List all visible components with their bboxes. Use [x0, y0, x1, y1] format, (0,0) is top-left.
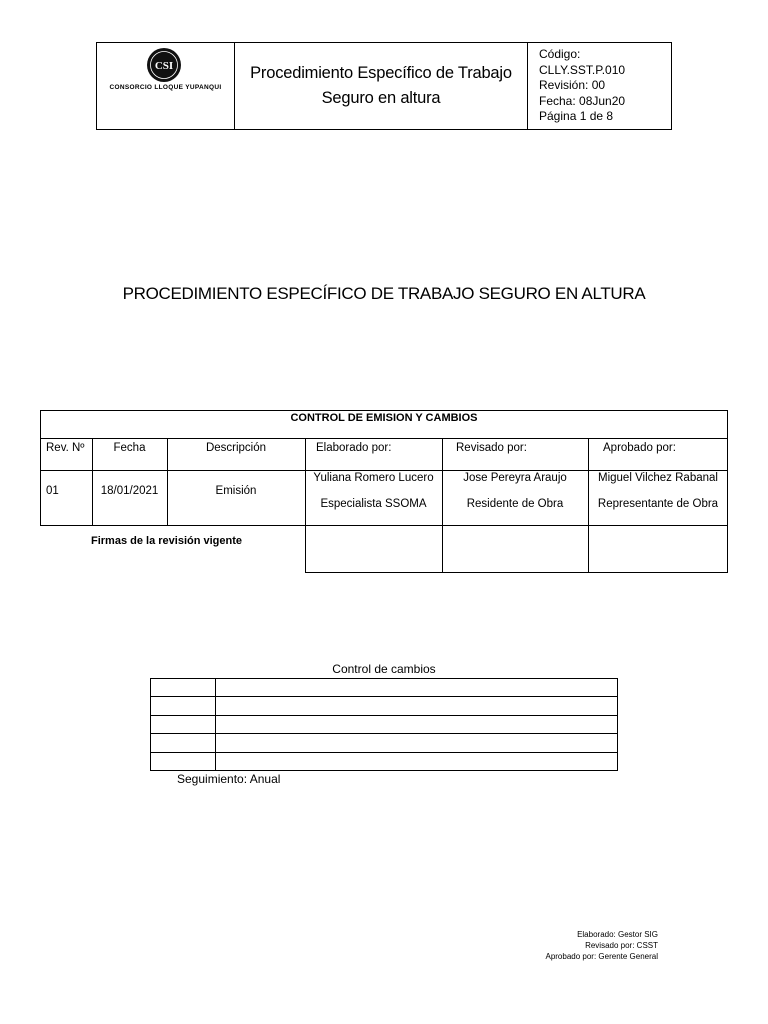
row-aprobado-nombre: Miguel Vilchez Rabanal: [598, 472, 718, 484]
row-rev: 01: [46, 485, 59, 497]
row-revisado-nombre: Jose Pereyra Araujo: [463, 472, 567, 484]
control-table-title: CONTROL DE EMISION Y CAMBIOS: [290, 412, 478, 424]
col-header-fecha: Fecha: [113, 442, 146, 454]
revision: Revisión: 00: [539, 78, 606, 92]
row-descripcion: Emisión: [215, 485, 257, 497]
control-table: [40, 410, 728, 573]
codigo-label: Código:: [539, 47, 581, 61]
fecha: Fecha: 08Jun20: [539, 93, 626, 108]
footer-aprobado: Aprobado por: Gerente General: [545, 952, 658, 961]
codigo-value: CLLY.SST.P.010: [539, 62, 626, 77]
pagina: Página 1 de 8: [539, 109, 614, 123]
col-header-revisado: Revisado por:: [456, 442, 527, 454]
header-title-line2: Seguro en altura: [321, 89, 441, 107]
logo-initials: CSI: [154, 60, 174, 72]
document-header: [96, 42, 672, 130]
main-title: PROCEDIMIENTO ESPECÍFICO DE TRABAJO SEGURO EN ALTURA: [122, 284, 646, 303]
firmas-label: Firmas de la revisión vigente: [91, 535, 243, 547]
row-aprobado-cargo: Representante de Obra: [597, 498, 719, 510]
seguimiento: Seguimiento: Anual: [177, 772, 281, 786]
header-title-cell: [235, 43, 528, 129]
footer-revisado: Revisado por: CSST: [585, 941, 658, 950]
cambios-title: Control de cambios: [332, 662, 436, 676]
col-header-elaborado: Elaborado por:: [316, 442, 392, 454]
footer-elaborado: Elaborado: Gestor SIG: [577, 930, 658, 939]
header-title-line1: Procedimiento Específico de Trabajo: [250, 64, 512, 82]
row-elaborado-cargo: Especialista SSOMA: [320, 498, 427, 510]
row-revisado-cargo: Residente de Obra: [466, 498, 564, 510]
header-meta: [539, 47, 625, 125]
row-fecha: 18/01/2021: [100, 485, 159, 497]
col-header-aprobado: Aprobado por:: [603, 442, 676, 454]
footer: [480, 929, 658, 962]
company-logo-icon: [139, 45, 189, 85]
company-name: CONSORCIO LLOQUE YUPANQUI: [109, 84, 222, 91]
cambios-table: [150, 678, 618, 771]
logo-cell: [97, 43, 235, 129]
col-header-descripcion: Descripción: [205, 442, 267, 454]
row-elaborado-nombre: Yuliana Romero Lucero: [313, 472, 434, 484]
col-header-rev: Rev. Nº: [46, 442, 85, 454]
